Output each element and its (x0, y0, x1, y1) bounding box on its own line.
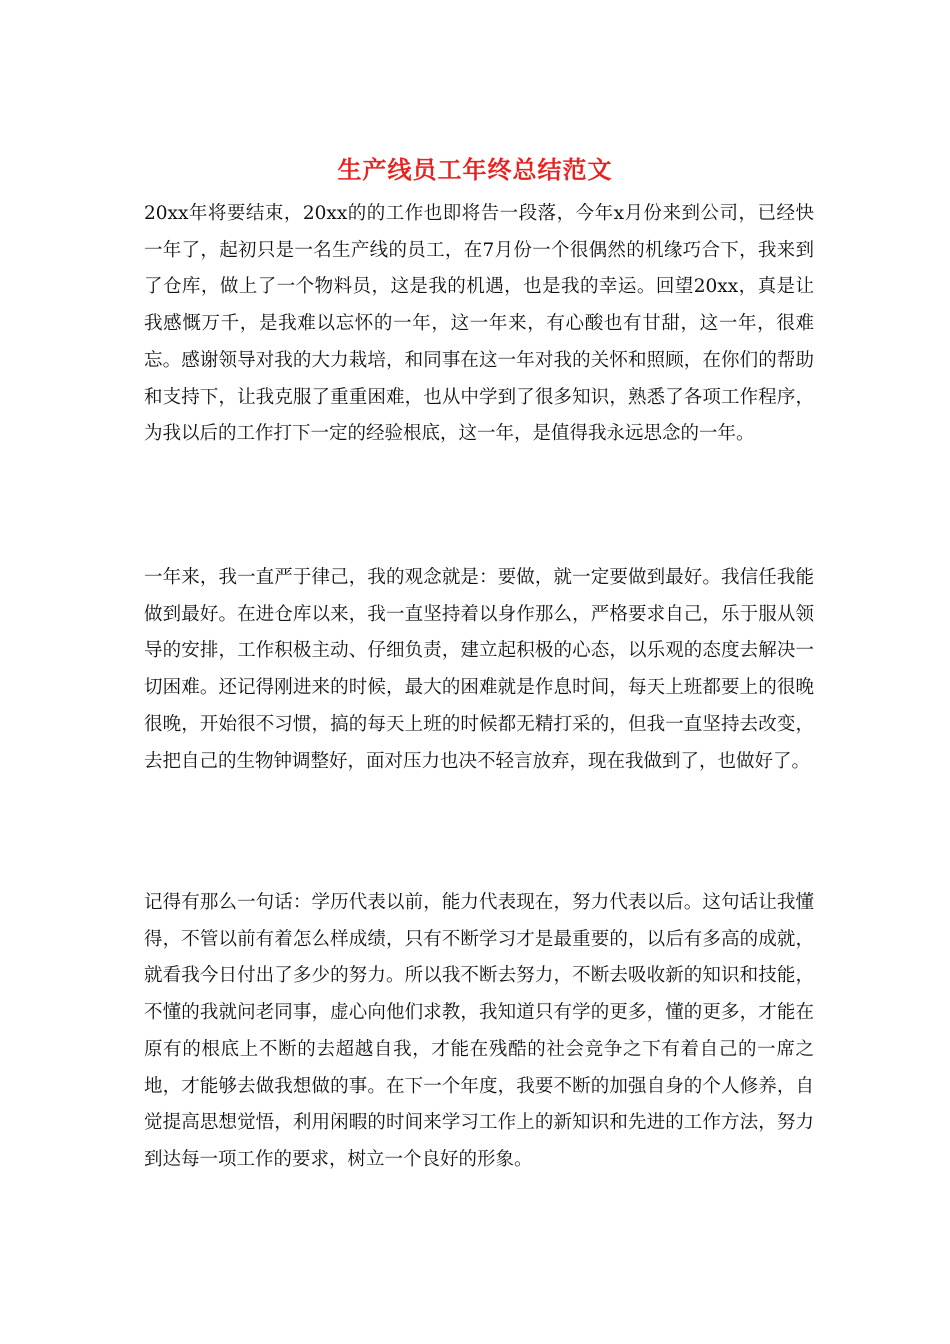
document-title: 生产线员工年终总结范文 (337, 155, 613, 184)
paragraph-3: 记得有那么一句话：学历代表以前，能力代表现在，努力代表以后。这句话让我懂得，不管以前有着怎么样成绩，只有不断学习才是最重要的，以后有多高的成就，就看我今日付出了多少的努力。所以我不断去努力，不断去吸收新的知识和技能，不懂的我就问老同事，虚心向他们求教，我知道只有学的更多，懂的更多，才能在原有的根底上不断的去超越自我，才能在残酷的社会竞争之下有着自己的一席之地，才能够去做我想做的事。在下一个年度，我要不断的加强自身的个人修养，自觉提高思想觉悟，利用闲暇的时间来学习工作上的新知识和先进的工作方法，努力到达每一项工作的要求，树立一个良好的形象。 (144, 892, 814, 1170)
paragraph-1: 20xx年将要结束，20xx的的工作也即将告一段落，今年x月份来到公司，已经快一年了，起初只是一名生产线的员工，在7月份一个很偶然的机缘巧合下，我来到了仓库，做上了一个物料员，这是我的机遇，也是我的幸运。回望20xx，真是让我感慨万千，是我难以忘怀的一年，这一年来，有心酸也有甘甜，这一年，很难忘。感谢领导对我的大力栽培，和同事在这一年对我的关怀和照顾，在你们的帮助和支持下，让我克服了重重困难，也从中学到了很多知识，熟悉了各项工作程序，为我以后的工作打下一定的经验根底，这一年，是值得我永远思念的一年。 (144, 203, 814, 445)
paragraph-2: 一年来，我一直严于律己，我的观念就是：要做，就一定要做到最好。我信任我能做到最好。在进仓库以来，我一直坚持着以身作那么，严格要求自己，乐于服从领导的安排，工作积极主动、仔细负责，建立起积极的心态，以乐观的态度去解决一切困难。还记得刚进来的时候，最大的困难就是作息时间，每天上班都要上的很晚很晚，开始很不习惯，搞的每天上班的时候都无精打采的，但我一直坚持去改变，去把自己的生物钟调整好，面对压力也决不轻言放弃，现在我做到了，也做好了。 (144, 567, 814, 772)
